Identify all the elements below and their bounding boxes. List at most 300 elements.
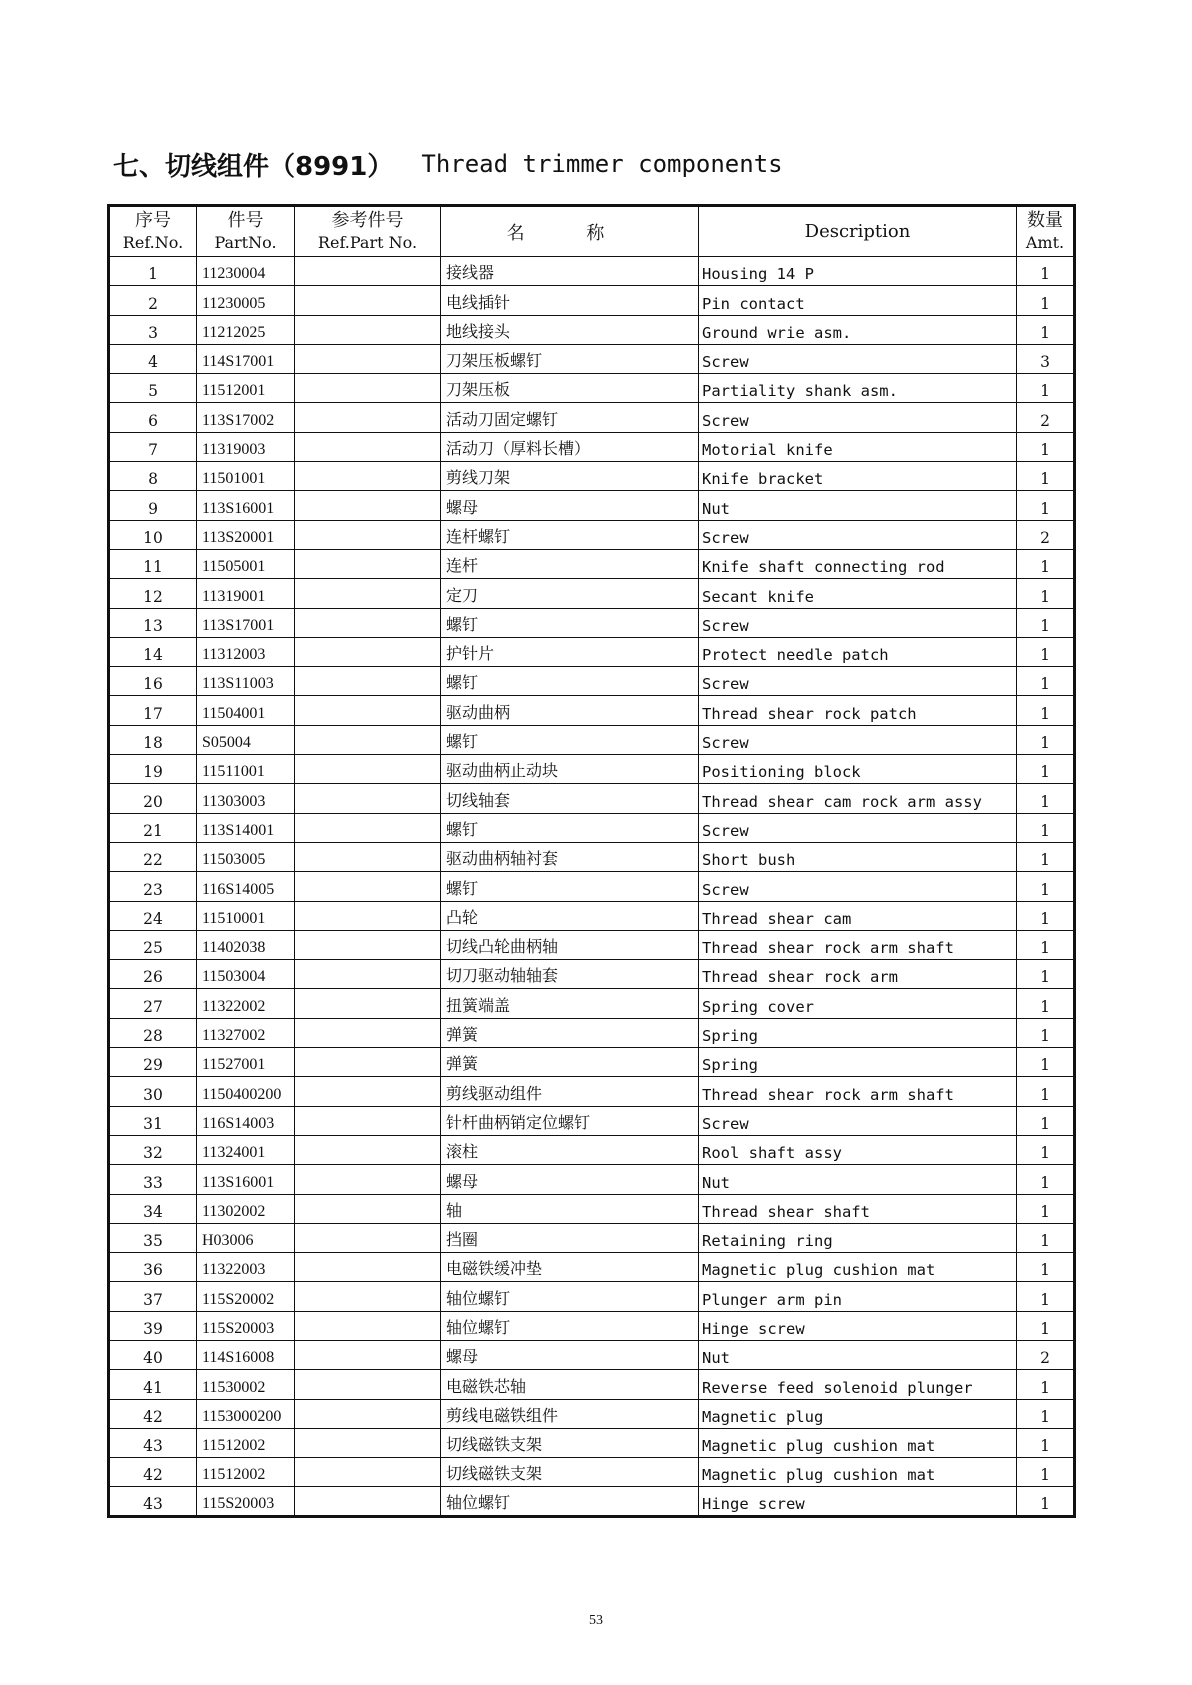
title-chinese: 七、切线组件（8991） [113,151,394,182]
cell-amount: 1 [1017,696,1075,725]
cell-part-no: 1153000200 [197,1399,295,1428]
cell-ref-no: 5 [109,374,197,403]
cell-part-no: 11319001 [197,579,295,608]
cell-ref-part-no [295,1194,441,1223]
header-ref-part-no-cn: 参考件号 [331,209,404,231]
cell-part-no: 11512001 [197,374,295,403]
cell-ref-part-no [295,1106,441,1135]
cell-part-no: 113S20001 [197,520,295,549]
cell-amount: 1 [1017,579,1075,608]
table-row [109,1399,1075,1428]
cell-ref-part-no [295,374,441,403]
cell-ref-no: 25 [109,930,197,959]
cell-name: 弹簧 [441,1048,699,1077]
cell-description: Knife bracket [699,462,1017,491]
cell-name: 凸轮 [441,901,699,930]
table-row [109,1311,1075,1340]
cell-description: Thread shear cam [699,901,1017,930]
cell-amount: 1 [1017,813,1075,842]
cell-amount: 1 [1017,1282,1075,1311]
cell-part-no: 11402038 [197,930,295,959]
cell-ref-part-no [295,1165,441,1194]
cell-amount: 1 [1017,1253,1075,1282]
cell-ref-part-no [295,579,441,608]
cell-ref-part-no [295,930,441,959]
header-part-no-cn: 件号 [227,209,264,231]
cell-name: 切线轴套 [441,784,699,813]
cell-ref-no: 28 [109,1018,197,1047]
header-ref-no-cn: 序号 [135,209,171,231]
cell-amount: 1 [1017,1194,1075,1223]
cell-name: 驱动曲柄轴衬套 [441,842,699,871]
cell-ref-no: 29 [109,1048,197,1077]
cell-part-no: 114S17001 [197,344,295,373]
cell-part-no: 11327002 [197,1018,295,1047]
cell-description: Screw [699,872,1017,901]
cell-name: 轴位螺钉 [441,1487,699,1516]
cell-description: Screw [699,344,1017,373]
cell-ref-no: 12 [109,579,197,608]
header-amount-cn: 数量 [1027,209,1063,231]
cell-description: Secant knife [699,579,1017,608]
cell-part-no: 11505001 [197,549,295,578]
cell-name: 活动刀（厚料长槽） [441,432,699,461]
cell-ref-part-no [295,637,441,666]
cell-ref-part-no [295,344,441,373]
cell-name: 轴 [441,1194,699,1223]
cell-amount: 1 [1017,1311,1075,1340]
table-row [109,842,1075,871]
cell-description: Screw [699,1106,1017,1135]
table-row [109,1223,1075,1252]
cell-ref-no: 24 [109,901,197,930]
cell-ref-no: 41 [109,1370,197,1399]
cell-amount: 2 [1017,1340,1075,1369]
cell-description: Partiality shank asm. [699,374,1017,403]
cell-part-no: 115S20002 [197,1282,295,1311]
cell-ref-no: 19 [109,755,197,784]
cell-description: Nut [699,1340,1017,1369]
table-row [109,989,1075,1018]
cell-ref-part-no [295,842,441,871]
cell-name: 连杆 [441,549,699,578]
cell-ref-part-no [295,286,441,315]
table-row [109,1018,1075,1047]
cell-ref-part-no [295,491,441,520]
cell-ref-no: 34 [109,1194,197,1223]
cell-ref-part-no [295,608,441,637]
cell-part-no: 11319003 [197,432,295,461]
cell-ref-part-no [295,432,441,461]
parts-table-body [109,257,1075,1517]
table-row [109,1428,1075,1457]
table-row [109,520,1075,549]
cell-description: Hinge screw [699,1311,1017,1340]
cell-amount: 1 [1017,1048,1075,1077]
table-row [109,432,1075,461]
table-row [109,901,1075,930]
cell-amount: 3 [1017,344,1075,373]
table-row [109,1165,1075,1194]
cell-description: Housing 14 P [699,257,1017,286]
cell-part-no: 113S16001 [197,491,295,520]
cell-amount: 1 [1017,1458,1075,1487]
table-row [109,637,1075,666]
header-ref-no [109,206,197,257]
cell-description: Thread shear rock arm shaft [699,930,1017,959]
cell-ref-no: 8 [109,462,197,491]
cell-name: 螺钉 [441,667,699,696]
cell-ref-part-no [295,1399,441,1428]
header-amount [1017,206,1075,257]
cell-ref-part-no [295,549,441,578]
cell-name: 刀架压板 [441,374,699,403]
cell-description: Magnetic plug cushion mat [699,1253,1017,1282]
cell-ref-part-no [295,813,441,842]
header-part-no-en: PartNo. [214,232,277,252]
cell-part-no: 113S14001 [197,813,295,842]
cell-amount: 1 [1017,989,1075,1018]
cell-part-no: 11527001 [197,1048,295,1077]
cell-name: 轴位螺钉 [441,1311,699,1340]
cell-description: Short bush [699,842,1017,871]
cell-part-no: 11230004 [197,257,295,286]
cell-part-no: 113S17002 [197,403,295,432]
table-row [109,1048,1075,1077]
cell-description: Screw [699,608,1017,637]
cell-ref-part-no [295,462,441,491]
cell-name: 电线插针 [441,286,699,315]
cell-ref-part-no [295,901,441,930]
table-row [109,1487,1075,1516]
cell-ref-no: 22 [109,842,197,871]
table-row [109,257,1075,286]
cell-description: Magnetic plug cushion mat [699,1458,1017,1487]
cell-description: Protect needle patch [699,637,1017,666]
cell-amount: 1 [1017,462,1075,491]
cell-name: 螺钉 [441,608,699,637]
cell-ref-no: 21 [109,813,197,842]
cell-amount: 1 [1017,549,1075,578]
cell-part-no: 11303003 [197,784,295,813]
cell-description: Screw [699,403,1017,432]
cell-ref-part-no [295,520,441,549]
cell-amount: 1 [1017,930,1075,959]
cell-name: 地线接头 [441,315,699,344]
cell-description: Magnetic plug [699,1399,1017,1428]
cell-amount: 1 [1017,784,1075,813]
cell-ref-no: 39 [109,1311,197,1340]
cell-description: Screw [699,813,1017,842]
cell-ref-no: 11 [109,549,197,578]
cell-name: 挡圈 [441,1223,699,1252]
cell-name: 切线磁铁支架 [441,1458,699,1487]
cell-name: 切线凸轮曲柄轴 [441,930,699,959]
cell-part-no: 11230005 [197,286,295,315]
cell-description: Thread shear rock arm shaft [699,1077,1017,1106]
cell-part-no: 114S16008 [197,1340,295,1369]
cell-amount: 1 [1017,432,1075,461]
cell-amount: 1 [1017,257,1075,286]
cell-amount: 1 [1017,667,1075,696]
cell-ref-no: 17 [109,696,197,725]
page-title [113,144,783,184]
cell-name: 电磁铁芯轴 [441,1370,699,1399]
cell-description: Spring [699,1018,1017,1047]
cell-amount: 1 [1017,491,1075,520]
cell-ref-part-no [295,1018,441,1047]
cell-ref-part-no [295,1282,441,1311]
cell-description: Hinge screw [699,1487,1017,1516]
cell-amount: 1 [1017,842,1075,871]
cell-name: 护针片 [441,637,699,666]
cell-part-no: 113S16001 [197,1165,295,1194]
cell-ref-part-no [295,755,441,784]
cell-description: Retaining ring [699,1223,1017,1252]
cell-part-no: 115S20003 [197,1311,295,1340]
cell-ref-no: 1 [109,257,197,286]
cell-part-no: 11511001 [197,755,295,784]
header-name: 名 称 [441,206,699,257]
cell-ref-no: 14 [109,637,197,666]
cell-part-no: 11302002 [197,1194,295,1223]
cell-amount: 2 [1017,403,1075,432]
table-row [109,1135,1075,1164]
cell-ref-part-no [295,960,441,989]
header-description: Description [699,206,1017,257]
cell-ref-no: 13 [109,608,197,637]
table-row [109,872,1075,901]
table-row [109,579,1075,608]
cell-ref-no: 35 [109,1223,197,1252]
table-row [109,344,1075,373]
cell-ref-no: 26 [109,960,197,989]
cell-amount: 1 [1017,1135,1075,1164]
cell-ref-part-no [295,403,441,432]
table-row [109,784,1075,813]
cell-name: 扭簧端盖 [441,989,699,1018]
cell-part-no: 11512002 [197,1458,295,1487]
cell-part-no: 11503005 [197,842,295,871]
cell-ref-no: 10 [109,520,197,549]
cell-amount: 1 [1017,1399,1075,1428]
cell-amount: 1 [1017,901,1075,930]
table-row [109,813,1075,842]
table-row [109,1077,1075,1106]
cell-ref-part-no [295,989,441,1018]
table-row [109,1106,1075,1135]
cell-name: 电磁铁缓冲垫 [441,1253,699,1282]
cell-name: 轴位螺钉 [441,1282,699,1311]
cell-ref-part-no [295,725,441,754]
cell-name: 螺钉 [441,872,699,901]
cell-ref-part-no [295,667,441,696]
table-row [109,1458,1075,1487]
cell-amount: 1 [1017,374,1075,403]
cell-ref-no: 32 [109,1135,197,1164]
cell-amount: 1 [1017,1487,1075,1516]
table-header-row [109,206,1075,257]
cell-ref-part-no [295,1340,441,1369]
cell-ref-no: 3 [109,315,197,344]
cell-part-no: 11503004 [197,960,295,989]
cell-ref-part-no [295,1223,441,1252]
cell-ref-part-no [295,257,441,286]
table-row [109,403,1075,432]
table-row [109,696,1075,725]
cell-name: 刀架压板螺钉 [441,344,699,373]
cell-ref-no: 43 [109,1487,197,1516]
cell-ref-part-no [295,1458,441,1487]
table-row [109,608,1075,637]
cell-part-no: 11530002 [197,1370,295,1399]
cell-ref-no: 16 [109,667,197,696]
cell-part-no: 115S20003 [197,1487,295,1516]
cell-part-no: 116S14003 [197,1106,295,1135]
cell-ref-part-no [295,1370,441,1399]
cell-description: Magnetic plug cushion mat [699,1428,1017,1457]
table-row [109,1340,1075,1369]
cell-part-no: 11512002 [197,1428,295,1457]
cell-name: 驱动曲柄 [441,696,699,725]
cell-part-no: 11510001 [197,901,295,930]
cell-description: Ground wrie asm. [699,315,1017,344]
cell-amount: 1 [1017,286,1075,315]
cell-ref-no: 31 [109,1106,197,1135]
table-row [109,930,1075,959]
cell-ref-no: 40 [109,1340,197,1369]
cell-description: Screw [699,725,1017,754]
cell-amount: 1 [1017,1106,1075,1135]
cell-part-no: 11212025 [197,315,295,344]
table-row [109,960,1075,989]
cell-name: 活动刀固定螺钉 [441,403,699,432]
table-row [109,667,1075,696]
cell-part-no: 116S14005 [197,872,295,901]
cell-ref-no: 30 [109,1077,197,1106]
cell-name: 滚柱 [441,1135,699,1164]
cell-ref-no: 43 [109,1428,197,1457]
cell-part-no: 11504001 [197,696,295,725]
cell-description: Nut [699,491,1017,520]
table-row [109,1370,1075,1399]
header-part-no [197,206,295,257]
table-row [109,491,1075,520]
cell-description: Spring [699,1048,1017,1077]
table-row [109,374,1075,403]
header-ref-part-no [295,206,441,257]
cell-amount: 1 [1017,1018,1075,1047]
cell-description: Reverse feed solenoid plunger [699,1370,1017,1399]
cell-ref-part-no [295,1048,441,1077]
cell-ref-part-no [295,1311,441,1340]
cell-amount: 1 [1017,637,1075,666]
cell-amount: 1 [1017,1223,1075,1252]
cell-description: Rool shaft assy [699,1135,1017,1164]
cell-ref-part-no [295,1253,441,1282]
table-row [109,1253,1075,1282]
cell-amount: 1 [1017,1370,1075,1399]
cell-amount: 1 [1017,872,1075,901]
cell-ref-no: 42 [109,1458,197,1487]
cell-ref-no: 18 [109,725,197,754]
table-row [109,1194,1075,1223]
cell-ref-part-no [295,1077,441,1106]
cell-name: 螺钉 [441,813,699,842]
cell-ref-no: 4 [109,344,197,373]
table-row [109,725,1075,754]
cell-description: Motorial knife [699,432,1017,461]
cell-name: 连杆螺钉 [441,520,699,549]
parts-table [107,204,1076,1518]
table-row [109,1282,1075,1311]
cell-part-no: 11322003 [197,1253,295,1282]
cell-name: 螺母 [441,1165,699,1194]
cell-ref-part-no [295,315,441,344]
cell-ref-no: 36 [109,1253,197,1282]
cell-ref-no: 42 [109,1399,197,1428]
cell-part-no: 113S11003 [197,667,295,696]
cell-part-no: H03006 [197,1223,295,1252]
cell-ref-no: 7 [109,432,197,461]
cell-name: 切线磁铁支架 [441,1428,699,1457]
cell-part-no: 1150400200 [197,1077,295,1106]
cell-description: Positioning block [699,755,1017,784]
cell-part-no: 11501001 [197,462,295,491]
cell-name: 针杆曲柄销定位螺钉 [441,1106,699,1135]
cell-part-no: 11322002 [197,989,295,1018]
cell-description: Thread shear cam rock arm assy [699,784,1017,813]
cell-description: Thread shear shaft [699,1194,1017,1223]
cell-amount: 1 [1017,1428,1075,1457]
cell-name: 剪线刀架 [441,462,699,491]
cell-ref-no: 27 [109,989,197,1018]
page-number: 53 [589,1613,603,1628]
cell-description: Plunger arm pin [699,1282,1017,1311]
cell-description: Screw [699,667,1017,696]
cell-amount: 2 [1017,520,1075,549]
cell-amount: 1 [1017,755,1075,784]
cell-ref-part-no [295,1487,441,1516]
title-english: Thread trimmer components [421,150,783,178]
table-row [109,286,1075,315]
cell-name: 弹簧 [441,1018,699,1047]
cell-ref-no: 33 [109,1165,197,1194]
cell-amount: 1 [1017,1077,1075,1106]
cell-amount: 1 [1017,725,1075,754]
cell-name: 定刀 [441,579,699,608]
cell-name: 剪线电磁铁组件 [441,1399,699,1428]
cell-name: 螺钉 [441,725,699,754]
cell-ref-no: 23 [109,872,197,901]
cell-amount: 1 [1017,960,1075,989]
table-row [109,549,1075,578]
cell-ref-no: 37 [109,1282,197,1311]
cell-description: Spring cover [699,989,1017,1018]
cell-part-no: S05004 [197,725,295,754]
cell-name: 驱动曲柄止动块 [441,755,699,784]
cell-name: 接线器 [441,257,699,286]
cell-description: Thread shear rock patch [699,696,1017,725]
cell-ref-no: 9 [109,491,197,520]
cell-amount: 1 [1017,1165,1075,1194]
cell-ref-part-no [295,696,441,725]
cell-part-no: 11312003 [197,637,295,666]
cell-ref-no: 2 [109,286,197,315]
header-amount-en: Amt. [1025,232,1065,252]
cell-part-no: 113S17001 [197,608,295,637]
header-ref-no-en: Ref.No. [122,232,184,252]
